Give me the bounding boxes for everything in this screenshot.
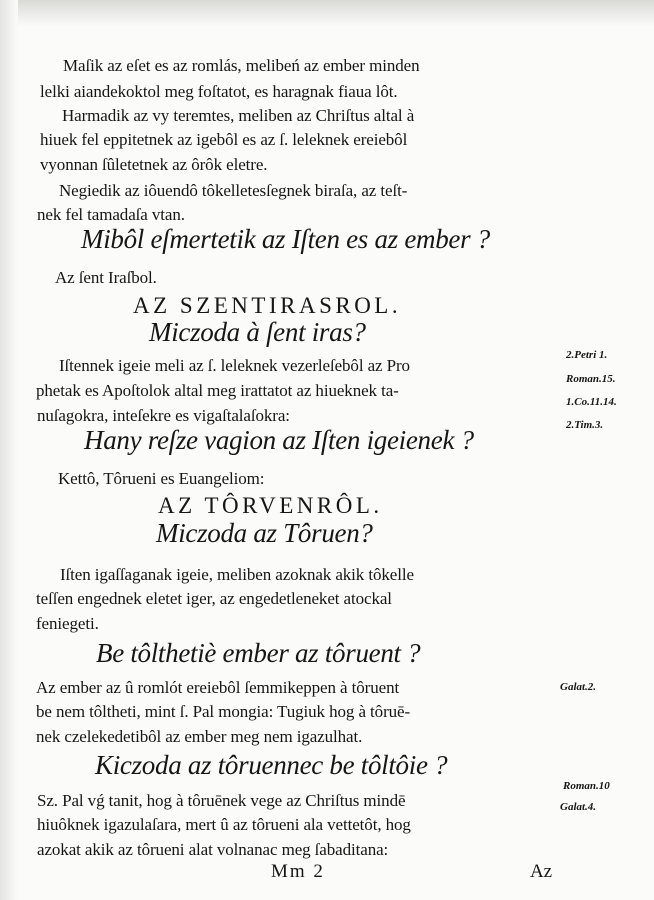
text-line: phetak es Apoſtolok altal meg irattatot az hiueknek ta-: [36, 381, 399, 400]
margin-note: 2.Petri 1.: [566, 349, 608, 361]
question-heading: Be tôlthetiè ember az tôruent ?: [96, 638, 421, 668]
text-line: nek fel tamadaſa vtan.: [37, 205, 185, 224]
text-line: azokat akik az tôrueni alat volnanac meg ſabaditana:: [37, 840, 389, 859]
text-line: Negiedik az iôuendô tôkelletesſegnek biraſa, az teſt-: [59, 181, 408, 200]
text-line: feniegeti.: [36, 614, 99, 633]
text-line: nuſagokra, inteſekre es vigaſtalaſokra:: [37, 406, 290, 425]
page-top-shadow: [0, 0, 654, 26]
margin-note: Roman.15.: [566, 373, 616, 385]
question-heading: Miczoda az Tôruen?: [156, 518, 373, 548]
margin-note: Roman.10: [563, 780, 610, 792]
text-line: Iſtennek igeie meli az ſ. leleknek vezerleſebôl az Pro: [59, 356, 410, 375]
margin-note: 1.Co.11.14.: [566, 396, 617, 408]
text-line: Iſten igaſſaganak igeie, meliben azoknak akik tôkelle: [60, 565, 414, 584]
text-line: Maſik az eſet es az romlás, melibeń az ember minden: [63, 56, 420, 75]
text-line: lelki aiandekoktol meg foſtatot, es haragnak fiaua lôt.: [40, 82, 398, 101]
text-line: teſſen engednek eletet iger, az engedetleneket atockal: [36, 589, 392, 608]
catchword: Az: [530, 861, 552, 882]
answer-line: Kettô, Tôrueni es Euangeliom:: [58, 469, 265, 488]
text-line: hiuek fel eppitetnek az igebôl es az ſ. leleknek ereiebôl: [40, 130, 408, 149]
text-line: Sz. Pal vǵ tanit, hog à tôruēnek vege az Chriſtus mindē: [37, 791, 406, 810]
signature-mark: Mm 2: [271, 861, 325, 882]
margin-note: 2.Tim.3.: [566, 419, 604, 431]
margin-note: Galat.4.: [560, 801, 597, 813]
text-line: vyonnan ſûletetnek az ôrôk eletre.: [40, 155, 268, 174]
section-heading: AZ TÔRVENRÔL.: [158, 493, 383, 518]
text-line: nek czelekedetibôl az ember meg nem igazulhat.: [36, 727, 363, 746]
text-line: Az ember az û romlót ereiebôl ſemmikeppen à tôruent: [36, 678, 400, 697]
text-line: hiuôknek igazulaſara, mert û az tôrueni ala vettetôt, hog: [37, 815, 411, 834]
margin-note: Galat.2.: [560, 681, 597, 693]
question-heading: Kiczoda az tôruennec be tôltôie ?: [95, 750, 448, 780]
section-heading: AZ SZENTIRASROL.: [133, 293, 402, 318]
question-heading: Mibôl eſmertetik az Iſten es az ember ?: [81, 224, 490, 254]
question-heading: Miczoda à ſent iras?: [149, 317, 366, 347]
question-heading: Hany reſze vagion az Iſten igeienek ?: [84, 425, 474, 455]
text-line: be nem tôltheti, mint ſ. Pal mongia: Tugiuk hog à tôruē-: [36, 702, 411, 721]
answer-line: Az ſent Iraſbol.: [55, 268, 157, 287]
page-left-shadow: [0, 0, 18, 900]
text-line: Harmadik az vy teremtes, meliben az Chriſtus altal à: [62, 106, 415, 125]
